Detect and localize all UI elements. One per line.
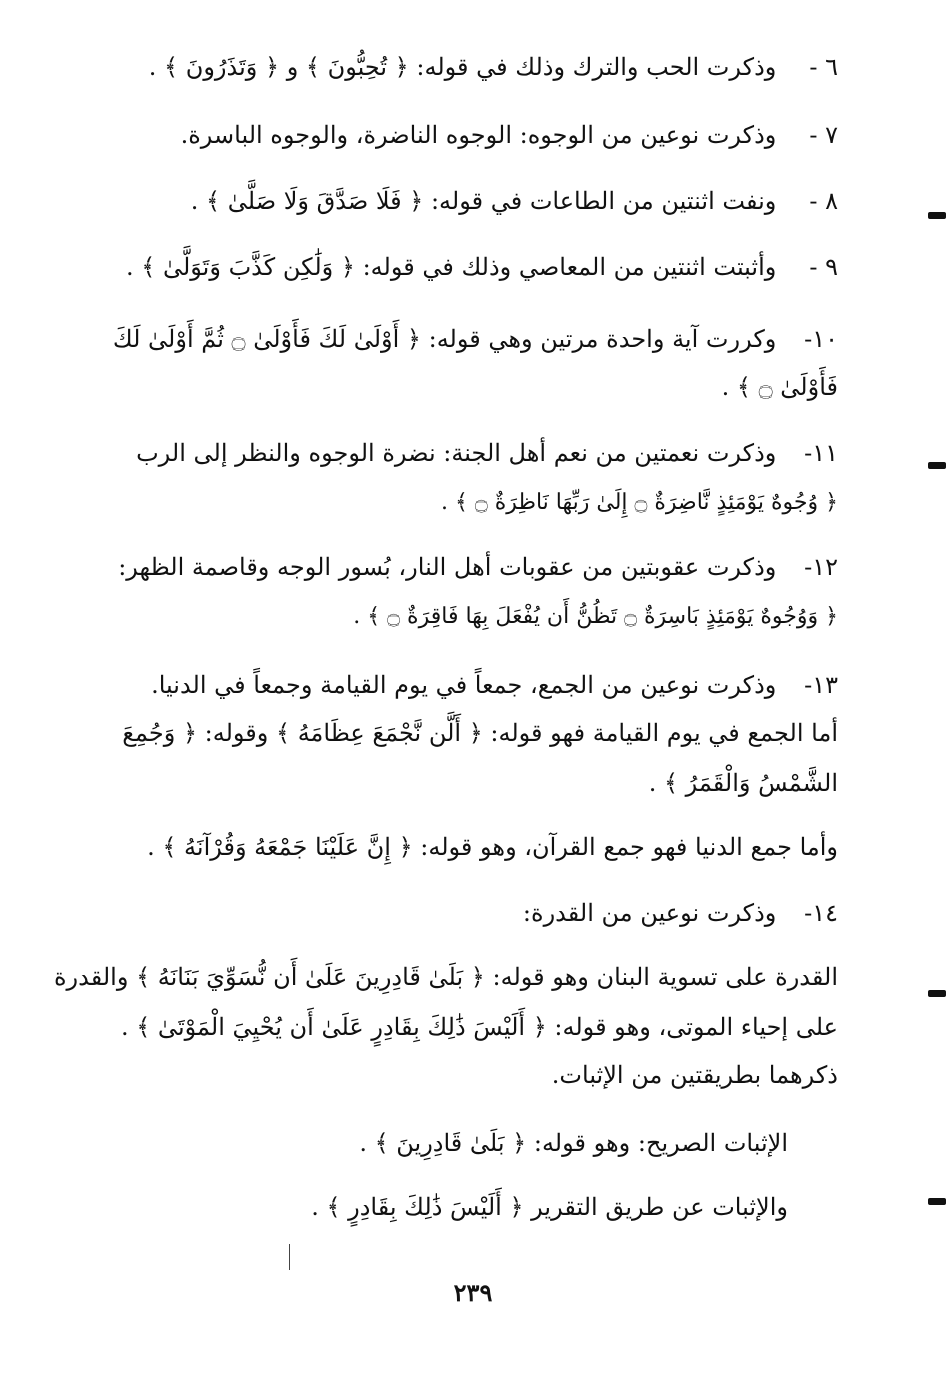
item-8-line <box>100 184 838 218</box>
item-text: وذكرت نوعين من الوجوه: الوجوه الناضرة، والوجوه الباسرة. <box>180 121 777 149</box>
quran-verse: ﴿ وَوُجُوهٌ يَوْمَئِذٍ بَاسِرَةٌ ۝ تَظُنُّ أَن يُفْعَلَ بِهَا فَاقِرَةٌ ۝ ﴾ . <box>353 604 838 629</box>
page-number: ٢٣٩ <box>453 1278 493 1307</box>
margin-mark <box>928 990 946 997</box>
item-13-line <box>100 668 838 702</box>
item-number: ٨ - <box>809 187 838 215</box>
item-text: وذكرت نعمتين من نعم أهل الجنة: نضرة الوجوه والنظر إلى الرب <box>136 439 777 467</box>
item-text: وذكرت عقوبتين من عقوبات أهل النار، بُسور الوجه وقاصمة الظهر: <box>118 553 777 581</box>
item-text: فَأَوْلَىٰ ۝ ﴾ . <box>721 373 838 401</box>
item-13-continuation-2 <box>100 766 838 800</box>
margin-mark <box>928 212 946 219</box>
item-13-continuation <box>100 716 838 750</box>
item-14-continuation-3 <box>100 1058 838 1092</box>
item-14-continuation <box>53 960 838 994</box>
item-text: وأما جمع الدنيا فهو جمع القرآن، وهو قوله: ﴿ إِنَّ عَلَيْنَا جَمْعَهُ وَقُرْآنَهُ ﴾ . <box>147 833 838 861</box>
item-10-line <box>100 322 838 356</box>
item-13-continuation-3 <box>100 830 838 864</box>
margin-mark <box>928 1198 946 1205</box>
vertical-rule <box>289 1244 290 1270</box>
item-text: وذكرت الحب والترك وذلك في قوله: ﴿ تُحِبُّونَ ﴾ و ﴿ وَتَذَرُونَ ﴾ . <box>148 53 777 81</box>
implicit-proof-line <box>100 1190 788 1224</box>
item-number: ٦ - <box>809 53 838 81</box>
item-number: ٧ - <box>809 121 838 149</box>
item-12-continuation <box>100 600 838 634</box>
item-text: وذكرت نوعين من القدرة: <box>522 899 777 927</box>
item-10-continuation <box>100 370 838 404</box>
item-9-line <box>100 250 838 284</box>
item-number: ١٤- <box>804 899 838 927</box>
quran-verse: ﴿ وُجُوهٌ يَوْمَئِذٍ نَّاضِرَةٌ ۝ إِلَىٰ رَبِّهَا نَاظِرَةٌ ۝ ﴾ . <box>441 490 838 515</box>
item-text: وأثبتت اثنتين من المعاصي وذلك في قوله: ﴿ وَلَٰكِن كَذَّبَ وَتَوَلَّىٰ ﴾ . <box>126 253 777 281</box>
item-text: الإثبات الصريح: وهو قوله: ﴿ بَلَىٰ قَادِرِينَ ﴾ . <box>359 1129 788 1157</box>
item-text: الشَّمْسُ وَالْقَمَرُ ﴾ . <box>648 769 838 797</box>
item-number: ١٢- <box>804 553 838 581</box>
item-text: أما الجمع في يوم القيامة فهو قوله: ﴿ أَلَّن نَّجْمَعَ عِظَامَهُ ﴾ وقوله: ﴿ وَجُمِعَ <box>122 719 838 747</box>
item-number: ١٠- <box>804 325 838 353</box>
margin-mark <box>928 462 946 469</box>
item-14-line <box>100 896 838 930</box>
item-number: ١٣- <box>804 671 838 699</box>
item-7-line <box>100 118 838 152</box>
item-11-line <box>100 436 838 470</box>
item-number: ٩ - <box>809 253 838 281</box>
item-12-line <box>100 550 838 584</box>
item-text: وكررت آية واحدة مرتين وهي قوله: ﴿ أَوْلَىٰ لَكَ فَأَوْلَىٰ ۝ ثُمَّ أَوْلَىٰ لَكَ <box>112 325 777 353</box>
item-text: ونفت اثنتين من الطاعات في قوله: ﴿ فَلَا صَدَّقَ وَلَا صَلَّىٰ ﴾ . <box>190 187 777 215</box>
item-11-continuation <box>100 486 838 520</box>
item-text: وذكرت نوعين من الجمع، جمعاً في يوم القيامة وجمعاً في الدنيا. <box>151 671 777 699</box>
item-text: والإثبات عن طريق التقرير ﴿ أَلَيْسَ ذَٰلِكَ بِقَادِرٍ ﴾ . <box>311 1193 788 1221</box>
explicit-proof-line <box>100 1126 788 1160</box>
item-14-continuation-2 <box>100 1010 838 1044</box>
item-6-line <box>100 50 838 84</box>
item-text: على إحياء الموتى، وهو قوله: ﴿ أَلَيْسَ ذَٰلِكَ بِقَادِرٍ عَلَىٰ أَن يُحْيِيَ الْمَوْتَىٰ ﴾ . <box>120 1013 838 1041</box>
item-text: ذكرهما بطريقتين من الإثبات. <box>551 1061 838 1089</box>
item-number: ١١- <box>804 439 838 467</box>
item-text: القدرة على تسوية البنان وهو قوله: ﴿ بَلَىٰ قَادِرِينَ عَلَىٰ أَن نُّسَوِّيَ بَنَانَهُ ﴾ والقدرة <box>53 963 838 991</box>
